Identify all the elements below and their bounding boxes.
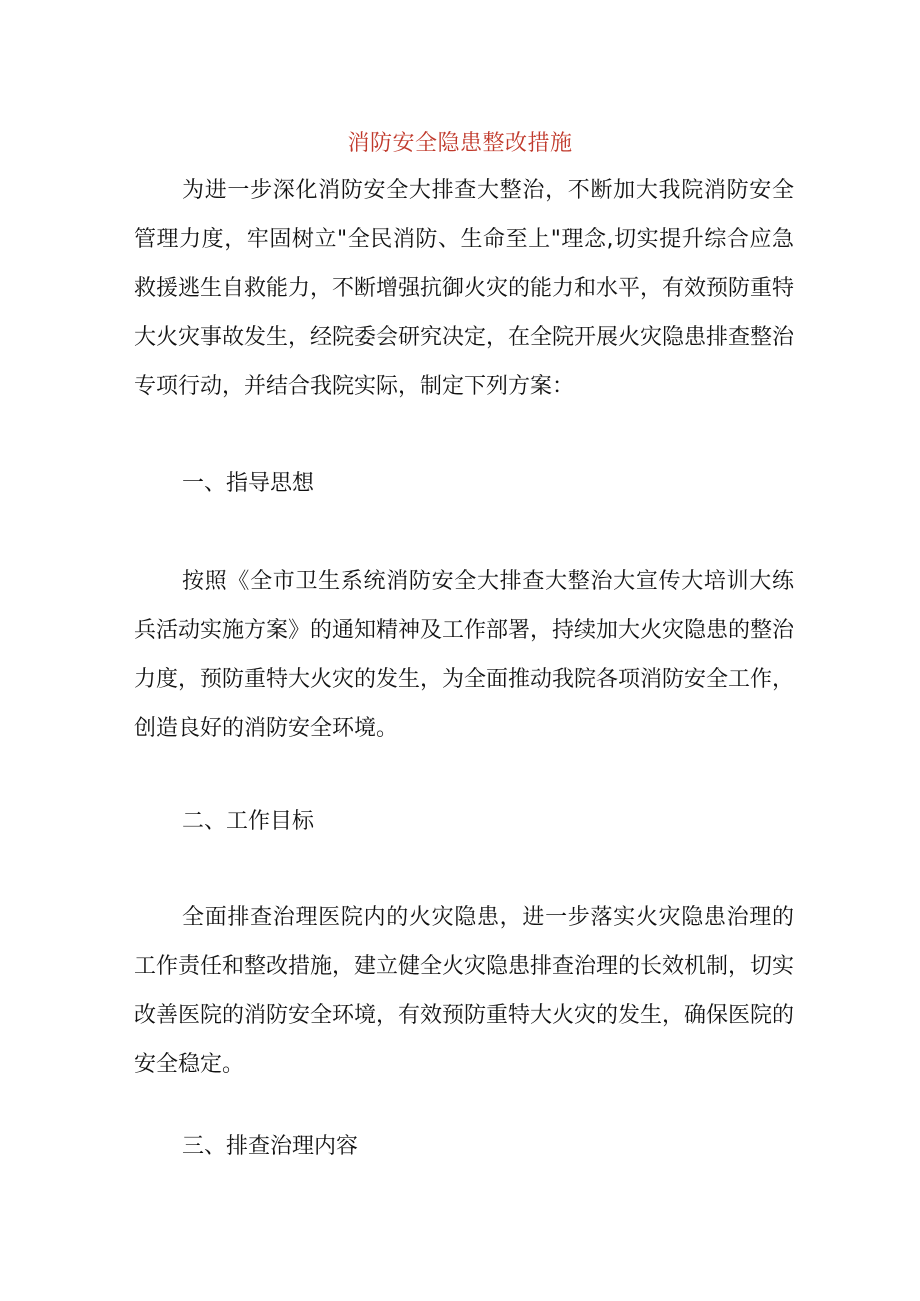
section-body-work-goals: 全面排查治理医院内的火灾隐患，进一步落实火灾隐患治理的工作责任和整改措施，建立健全火灾隐患排查治理的长效机制，切实改善医院的消防安全环境，有效预防重特大火灾的发生，确保医院的安全稳定。 (134, 905, 795, 1077)
section-heading-work-goals: 二、工作目标 (182, 809, 315, 834)
section-heading-guiding-ideology: 一、指导思想 (182, 471, 315, 496)
section-body-guiding-ideology: 按照《全市卫生系统消防安全大排查大整治大宣传大培训大练兵活动实施方案》的通知精神及工作部署，持续加大火灾隐患的整治力度，预防重特大火灾的发生，为全面推动我院各项消防安全工作，创造良好的消防安全环境。 (134, 569, 795, 741)
section-heading-investigation-content: 三、排查治理内容 (182, 1134, 359, 1159)
intro-paragraph: 为进一步深化消防安全大排查大整治，不断加大我院消防安全管理力度，牢固树立"全民消防、生命至上"理念,切实提升综合应急救援逃生自救能力，不断增强抗御火灾的能力和水平，有效预防重特大火灾事故发生，经院委会研究决定，在全院开展火灾隐患排查整治专项行动，并结合我院实际，制定下列方案： (134, 178, 795, 399)
document-title: 消防安全隐患整改措施 (347, 131, 573, 156)
